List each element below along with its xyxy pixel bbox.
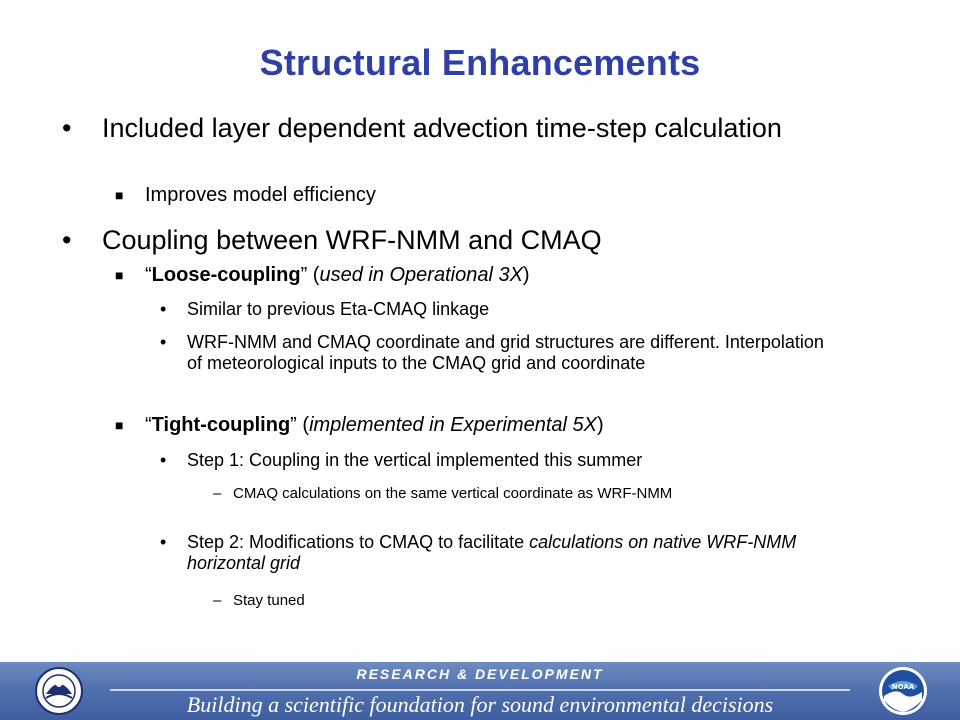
bullet-layer-dependent-advection — [62, 113, 802, 144]
paren: ) — [596, 414, 604, 436]
bullet-text: Included layer dependent advection time-step calculation — [102, 113, 782, 143]
item-grid-structures — [160, 332, 837, 374]
loose-coupling-note: used in Operational 3X — [319, 264, 523, 286]
bullet-dot: • — [160, 299, 167, 319]
bullet-dot: • — [160, 332, 167, 352]
item-text-italic: calculations on native WRF-NMM horizontal grid — [187, 532, 797, 573]
dash-bullet: – — [213, 485, 222, 502]
bullet-dot: • — [62, 225, 72, 255]
footer-banner — [0, 662, 960, 720]
loose-coupling-label: Loose-coupling — [151, 264, 301, 286]
footer-divider — [110, 689, 850, 691]
bullet-dot: • — [62, 113, 72, 143]
item-text: Step 1: Coupling in the vertical implemented this summer — [187, 450, 643, 470]
square-bullet: ■ — [115, 417, 124, 433]
subitem-text: CMAQ calculations on the same vertical coordinate as WRF-NMM — [233, 485, 673, 502]
item-text: WRF-NMM and CMAQ coordinate and grid structures are different. Interpolation of meteorological inputs to the CMAQ grid and coordinate — [187, 332, 824, 373]
noaa-logo-icon — [878, 666, 928, 716]
bullet-text: Coupling between WRF-NMM and CMAQ — [102, 225, 602, 255]
subbullet-loose-coupling — [115, 263, 825, 287]
noaa-logo-text: NOAA — [891, 683, 915, 691]
item-eta-cmaq-linkage — [160, 299, 837, 320]
item-text-plain: Step 2: Modifications to CMAQ to facilitate — [187, 532, 530, 552]
footer-heading: RESEARCH & DEVELOPMENT — [356, 666, 604, 682]
subitem-stay-tuned — [213, 591, 823, 610]
paren: ) — [522, 264, 530, 286]
subitem-vertical-coordinate — [213, 484, 823, 503]
dash-bullet: – — [213, 592, 222, 609]
slide-title: Structural Enhancements — [259, 42, 701, 83]
quote-mark: ” ( — [290, 414, 310, 436]
square-bullet: ■ — [115, 267, 124, 283]
tight-coupling-label: Tight-coupling — [151, 414, 291, 436]
subbullet-text: Improves model efficiency — [145, 184, 376, 206]
subbullet-tight-coupling — [115, 413, 825, 437]
quote-mark: “ — [145, 414, 152, 436]
tight-coupling-note: implemented in Experimental 5X — [309, 414, 597, 436]
bullet-coupling — [62, 225, 802, 256]
square-bullet: ■ — [115, 187, 124, 203]
quote-mark: “ — [145, 264, 152, 286]
epa-seal-icon — [34, 666, 84, 716]
bullet-dot: • — [160, 450, 167, 470]
quote-mark: ” ( — [300, 264, 320, 286]
item-step1 — [160, 450, 837, 471]
subitem-text: Stay tuned — [233, 592, 305, 609]
item-text: Similar to previous Eta-CMAQ linkage — [187, 299, 490, 319]
footer-tagline: Building a scientific foundation for sound environmental decisions — [186, 692, 774, 717]
item-step2 — [160, 532, 837, 574]
bullet-dot: • — [160, 532, 167, 552]
subbullet-model-efficiency — [115, 183, 825, 207]
